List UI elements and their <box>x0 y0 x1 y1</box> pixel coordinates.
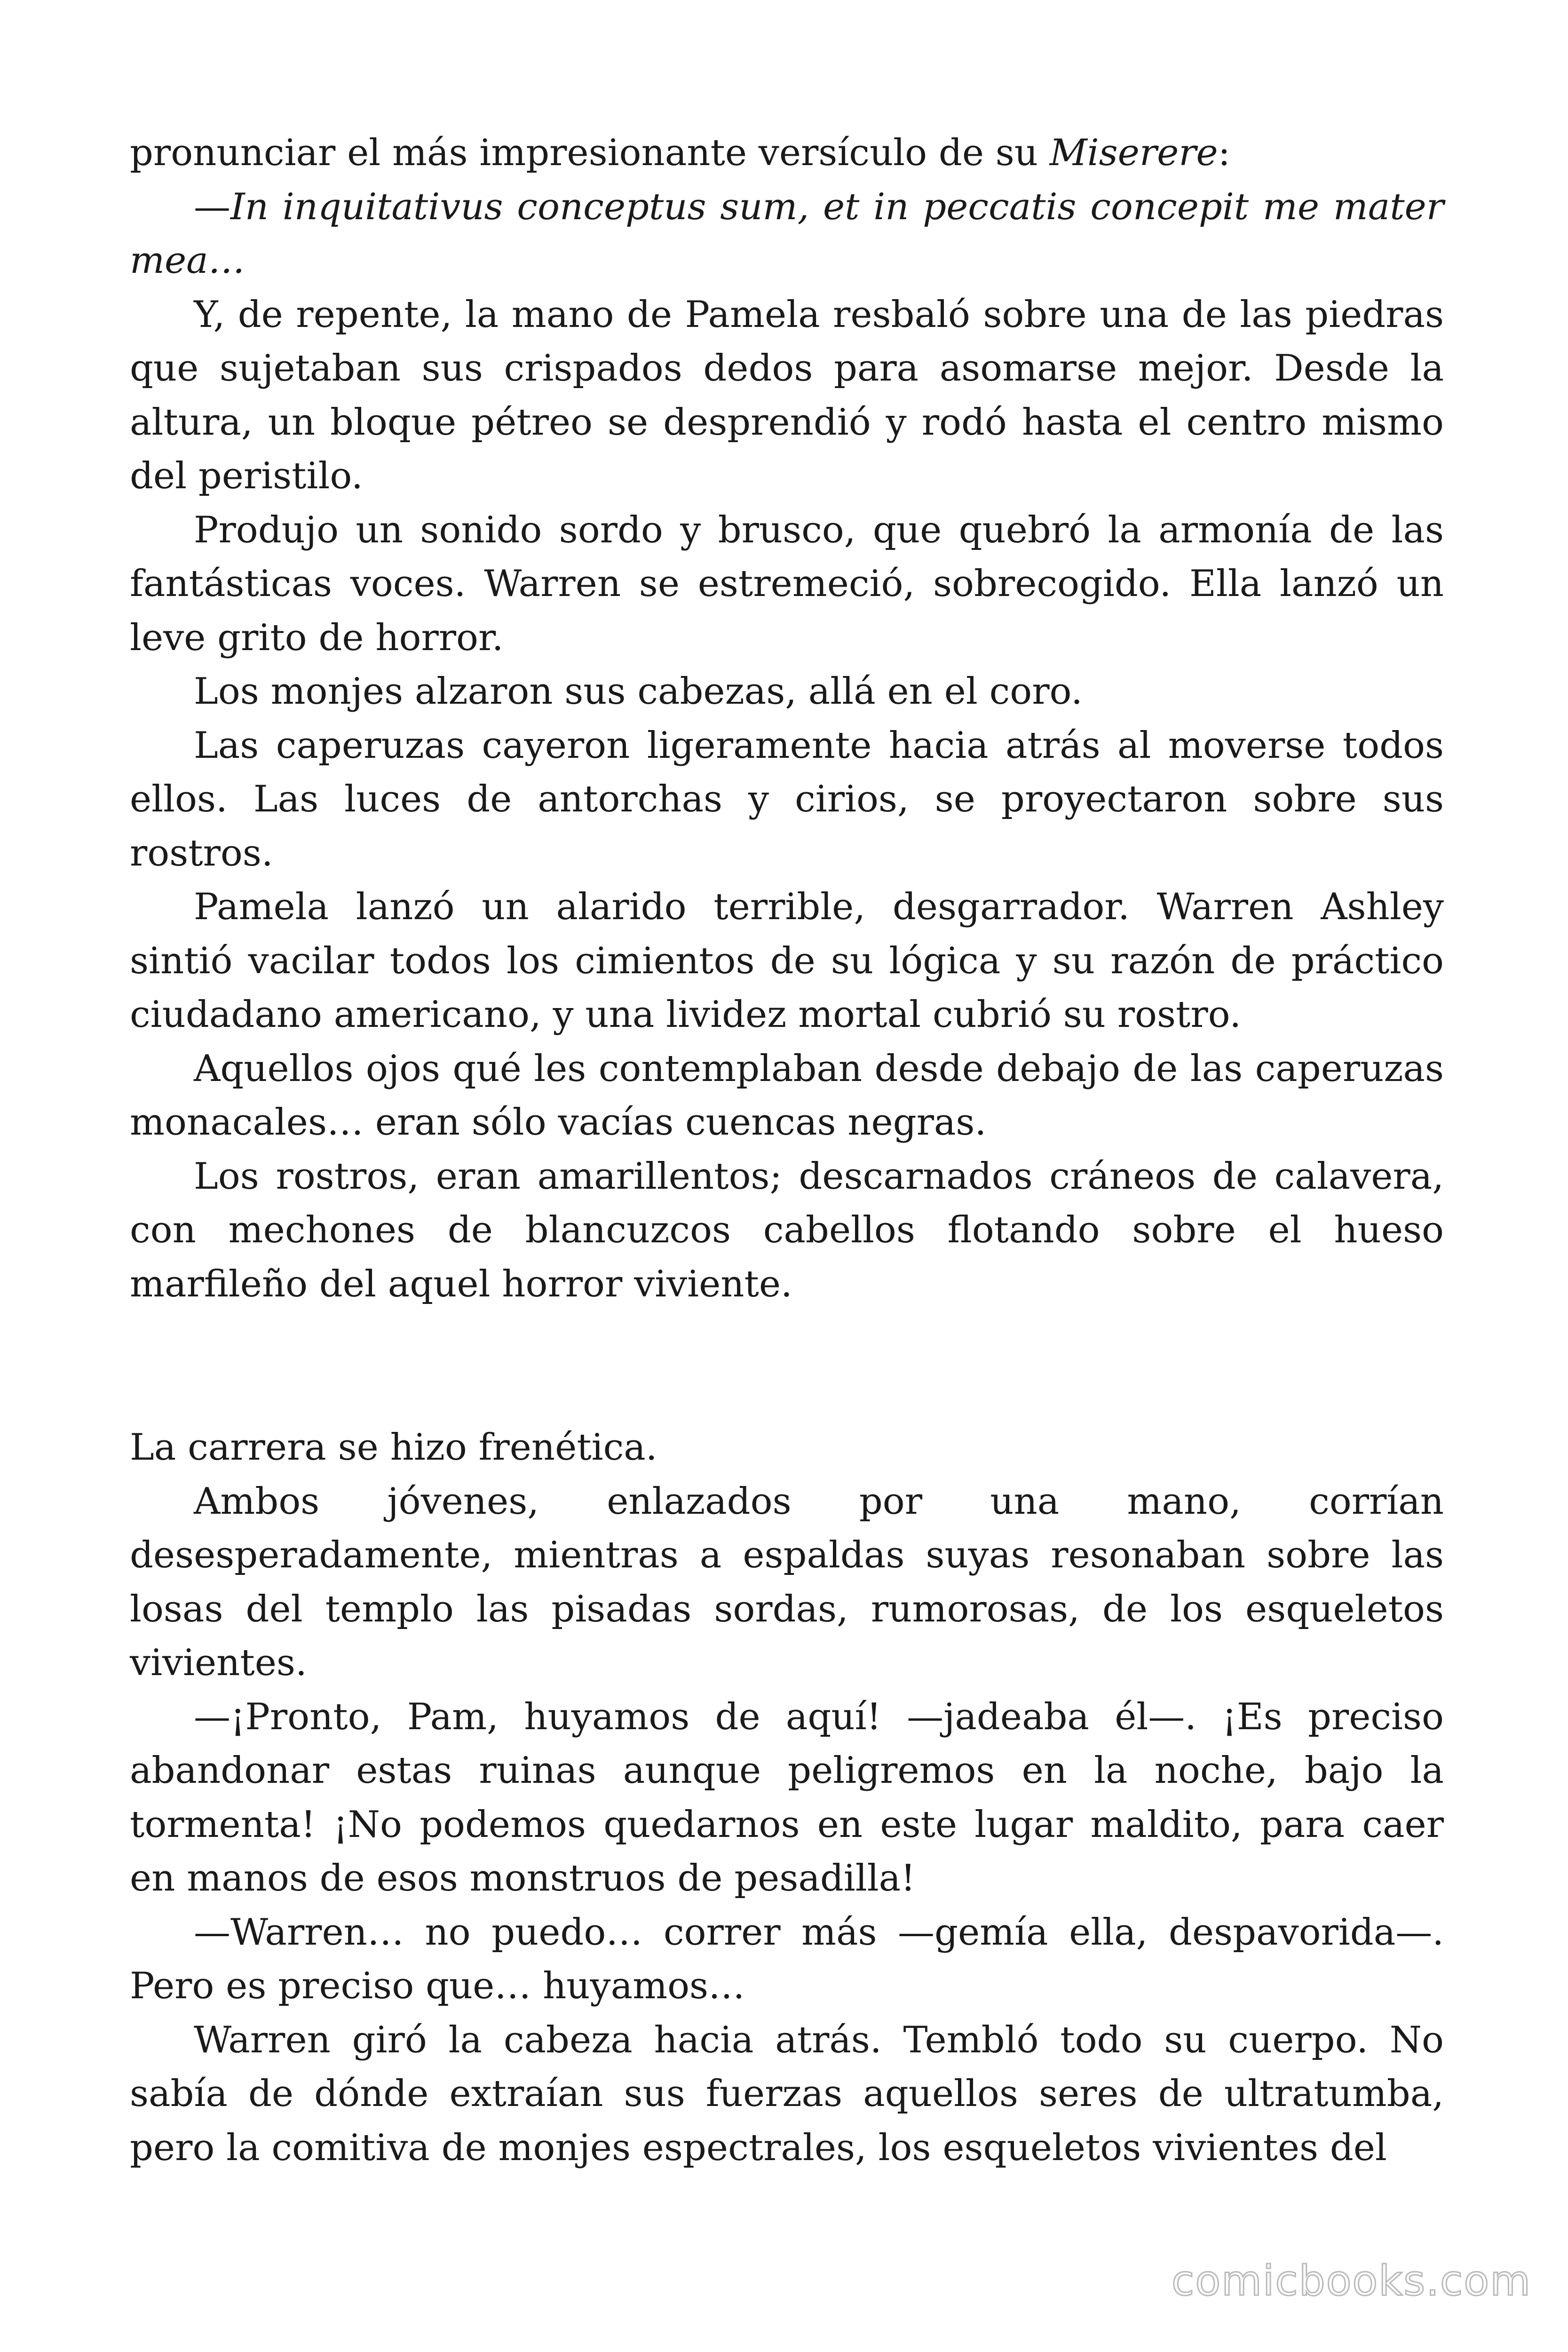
paragraph: Y, de repente, la mano de Pamela resbaló sobre una de las piedras que sujetaban sus crispados dedos para asomarse mejor. Desde la altura, un bloque pétreo se desprendió y rodó hasta el centro mismo del peristilo. <box>130 293 1444 497</box>
paragraph <box>130 180 1444 288</box>
latin-quote: In inquitativus conceptus sum, et in peccatis concepit me mater mea… <box>130 185 1444 282</box>
punctuation: : <box>1218 132 1231 174</box>
watermark: comicbooks.com <box>1171 2257 1531 2305</box>
paragraph <box>130 126 1444 180</box>
paragraph: Pamela lanzó un alarido terrible, desgarrador. Warren Ashley sintió vacilar todos los cimientos de su lógica y su razón de práctico ciudadano americano, y una lividez mortal cubrió su rostro. <box>130 886 1444 1036</box>
paragraph: —¡Pronto, Pam, huyamos de aquí! —jadeaba él—. ¡Es preciso abandonar estas ruinas aunque peligremos en la noche, bajo la tormenta! ¡No podemos quedarnos en este lugar maldito, para caer en manos de esos monstruos de pesadilla! <box>130 1695 1444 1899</box>
paragraph: Los rostros, eran amarillentos; descarnados cráneos de calavera, con mechones de blancuzcos cabellos flotando sobre el hueso marfileño del aquel horror viviente. <box>130 1155 1444 1305</box>
dialogue-dash: — <box>194 185 230 228</box>
paragraph: Los monjes alzaron sus cabezas, allá en el coro. <box>194 670 1083 713</box>
paragraph: Ambos jóvenes, enlazados por una mano, corrían desesperadamente, mientras a espaldas suyas resonaban sobre las losas del templo las pisadas sordas, rumorosas, de los esqueletos vivientes. <box>130 1480 1444 1684</box>
text-section-2 <box>130 1421 1444 2175</box>
text-section-1 <box>130 126 1444 1311</box>
paragraph: Las caperuzas cayeron ligeramente hacia atrás al moverse todos ellos. Las luces de antorchas y cirios, se proyectaron sobre sus rostros. <box>130 724 1444 874</box>
paragraph-text: pronunciar el más impresionante versículo de su <box>130 132 1050 174</box>
paragraph: Aquellos ojos qué les contemplaban desde debajo de las caperuzas monacales… eran sólo vacías cuencas negras. <box>130 1047 1444 1144</box>
paragraph: —Warren… no puedo… correr más —gemía ella, despavorida—. Pero es preciso que… huyamos… <box>130 1911 1444 2007</box>
paragraph: Warren giró la cabeza hacia atrás. Tembló todo su cuerpo. No sabía de dónde extraían sus fuerzas aquellos seres de ultratumba, pero la comitiva de monjes espectrales, los esqueletos vivientes del <box>130 2018 1444 2169</box>
paragraph: La carrera se hizo frenética. <box>130 1426 657 1469</box>
italic-title: Miserere <box>1049 132 1218 174</box>
paragraph: Produjo un sonido sordo y brusco, que quebró la armonía de las fantásticas voces. Warren se estremeció, sobrecogido. Ella lanzó un leve grito de horror. <box>130 509 1444 659</box>
